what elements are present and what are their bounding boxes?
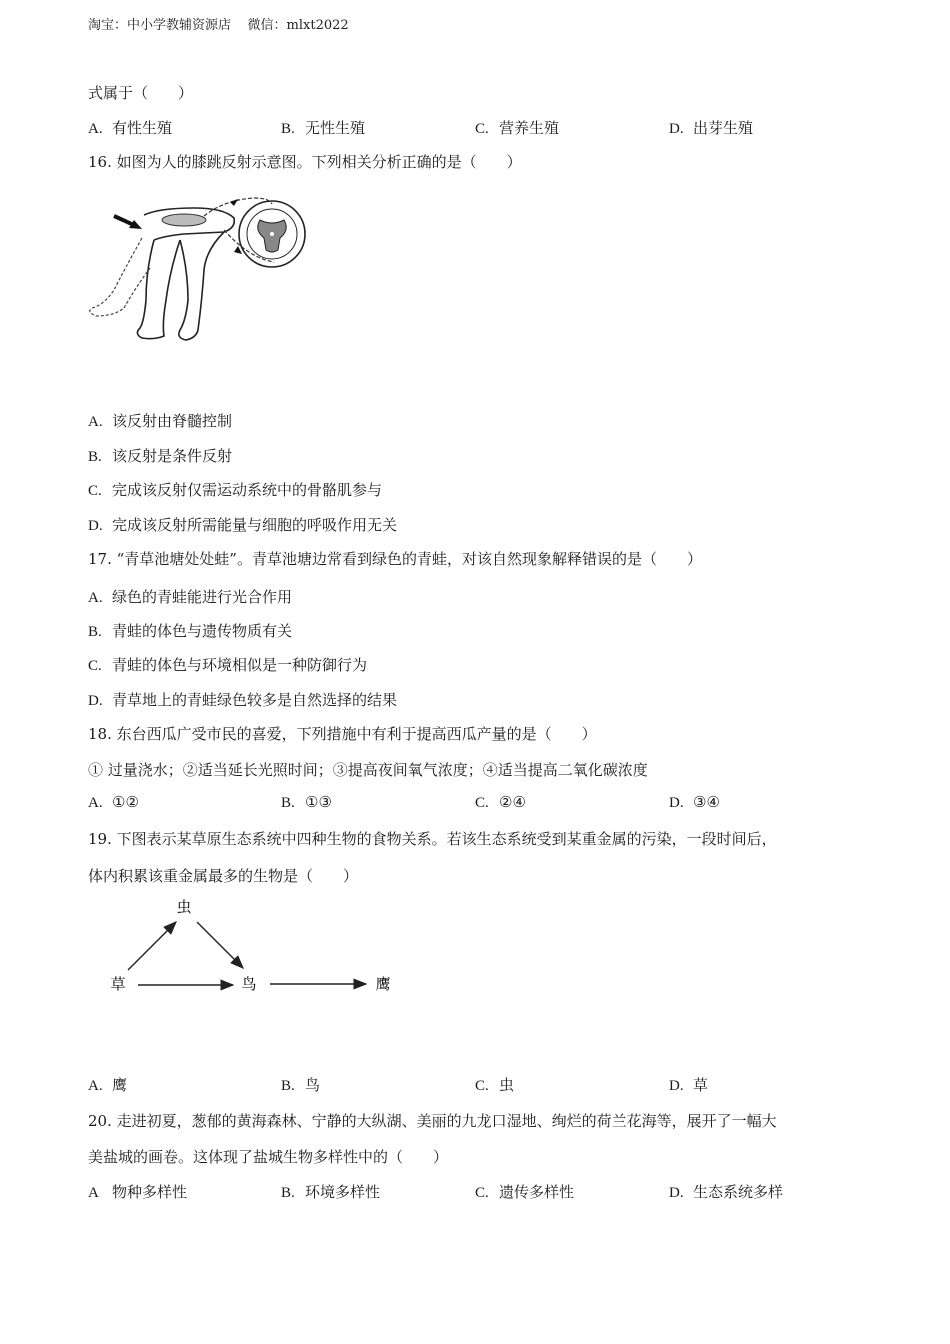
node-grass: 草 (110, 975, 126, 993)
knee-jerk-reflex-figure (84, 190, 309, 350)
q19-option-a[interactable]: A. 鹰 (88, 1076, 128, 1094)
q15-option-c[interactable]: C. 营养生殖 (475, 119, 560, 137)
q20-stem-line1: 20. 走进初夏，葱郁的黄海森林、宁静的大纵湖、美丽的九龙口湿地、绚烂的荷兰花海等，展开了一幅大 (88, 1112, 777, 1130)
q20-option-c[interactable]: C. 遗传多样性 (475, 1183, 575, 1201)
q15-stem-tail: 式属于（ ） (88, 84, 194, 102)
node-eagle: 鹰 (375, 975, 391, 993)
node-bird: 鸟 (241, 975, 257, 993)
q20-stem-line2: 美盐城的画卷。这体现了盐城生物多样性中的（ ） (88, 1148, 449, 1166)
q18-option-c[interactable]: C. ②④ (475, 793, 526, 811)
q20-options (88, 1181, 868, 1203)
q16-stem: 16. 如图为人的膝跳反射示意图。下列相关分析正确的是（ ） (88, 153, 522, 171)
q17-option-d[interactable]: D. 青草地上的青蛙绿色较多是自然选择的结果 (88, 691, 398, 709)
shop-name: 淘宝：中小学教辅资源店 (88, 18, 232, 33)
q16-option-a[interactable]: A. 该反射由脊髓控制 (88, 412, 233, 430)
q20-option-b[interactable]: B. 环境多样性 (281, 1183, 381, 1201)
q18-options (88, 793, 868, 815)
q16-option-d[interactable]: D. 完成该反射所需能量与细胞的呼吸作用无关 (88, 516, 398, 534)
q18-measures: ① 过量浇水；②适当延长光照时间；③提高夜间氧气浓度；④适当提高二氧化碳浓度 (88, 761, 648, 779)
q18-option-d[interactable]: D. ③④ (669, 793, 720, 811)
q20-option-a[interactable]: A 物种多样性 (88, 1183, 188, 1201)
page-header (88, 14, 349, 33)
q19-stem-line1: 19. 下图表示某草原生态系统中四种生物的食物关系。若该生态系统受到某重金属的污染，一段时间后， (88, 830, 777, 848)
q15-option-d[interactable]: D. 出芽生殖 (669, 119, 754, 137)
q15-option-a[interactable]: A. 有性生殖 (88, 119, 173, 137)
q20-option-d[interactable]: D. 生态系统多样 (669, 1183, 784, 1201)
q17-option-b[interactable]: B. 青蛙的体色与遗传物质有关 (88, 622, 293, 640)
q18-option-b[interactable]: B. ①③ (281, 793, 332, 811)
q18-stem: 18. 东台西瓜广受市民的喜爱，下列措施中有利于提高西瓜产量的是（ ） (88, 725, 597, 743)
q18-option-a[interactable]: A. ①② (88, 793, 139, 811)
q19-option-b[interactable]: B. 鸟 (281, 1076, 321, 1094)
q17-option-c[interactable]: C. 青蛙的体色与环境相似是一种防御行为 (88, 656, 368, 674)
q19-option-d[interactable]: D. 草 (669, 1076, 709, 1094)
q19-option-c[interactable]: C. 虫 (475, 1076, 515, 1094)
q19-stem-line2: 体内积累该重金属最多的生物是（ ） (88, 867, 359, 885)
node-insect: 虫 (176, 898, 192, 916)
wechat-id: 微信：mlxt2022 (247, 18, 349, 33)
arrow-grass-insect (128, 922, 176, 970)
q19-options (88, 1074, 868, 1096)
arrow-insect-bird (197, 922, 243, 968)
q17-stem: 17. “青草池塘处处蛙”。青草池塘边常看到绿色的青蛙，对该自然现象解释错误的是（ ） (88, 550, 702, 568)
q17-option-a[interactable]: A. 绿色的青蛙能进行光合作用 (88, 588, 293, 606)
q15-option-b[interactable]: B. 无性生殖 (281, 119, 366, 137)
q15-options (88, 117, 868, 139)
q16-option-c[interactable]: C. 完成该反射仅需运动系统中的骨骼肌参与 (88, 481, 383, 499)
q16-option-b[interactable]: B. 该反射是条件反射 (88, 447, 233, 465)
food-web-diagram (100, 892, 410, 1002)
